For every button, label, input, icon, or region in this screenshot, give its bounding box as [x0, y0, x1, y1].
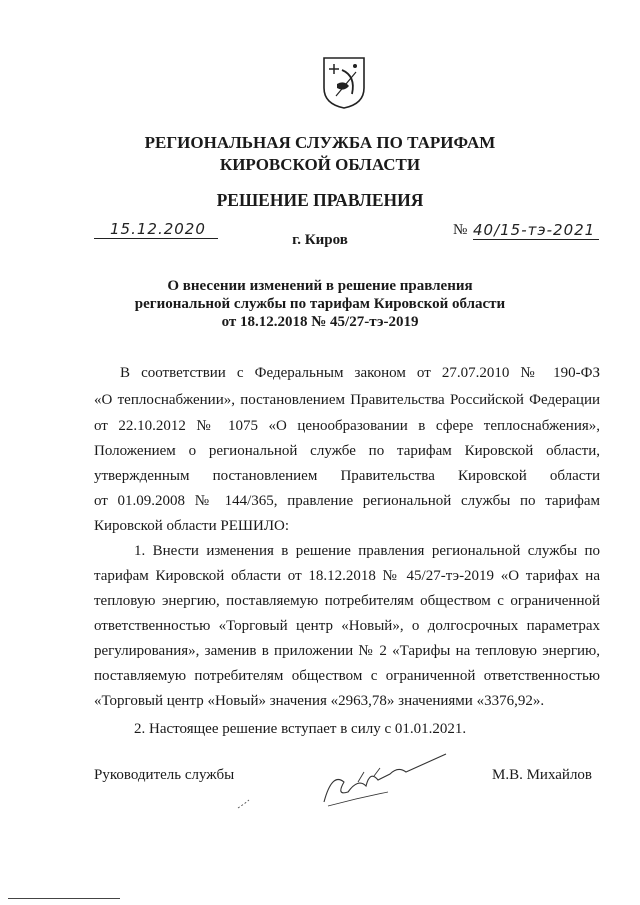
- decision-number-value: 40/15-тэ-2021: [473, 221, 596, 239]
- decision-date-value: 15.12.2020: [110, 220, 206, 238]
- signatory-name: М.В. Михайлов: [492, 767, 593, 783]
- item-1-line-5: регулирования», заменив в приложении № 2 «Тарифы на тепловую энергию,: [94, 643, 600, 659]
- item-1-line-3: тепловую энергию, поставляемую потребителям обществом с ограниченной: [94, 593, 600, 609]
- item-1-line-2: тарифам Кировской области от 18.12.2018 № 45/27-тэ-2019 «О тарифах на: [94, 568, 600, 584]
- subject-line-1: О внесении изменений в решение правления: [167, 278, 473, 294]
- decision-title: РЕШЕНИЕ ПРАВЛЕНИЯ: [216, 190, 424, 210]
- item-1-line-7: «Торговый центр «Новый» значения «2963,78» значениями «3376,92».: [94, 693, 545, 709]
- body-line-5: утвержденным постановлением Правительства Кировской области: [94, 468, 600, 484]
- item-1-line-4: ответственностью «Торговый центр «Новый», о долгосрочных параметрах: [94, 618, 600, 634]
- number-label: №: [453, 222, 468, 238]
- agency-name-line-1: РЕГИОНАЛЬНАЯ СЛУЖБА ПО ТАРИФАМ: [144, 133, 496, 152]
- body-line-7: Кировской области РЕШИЛО:: [94, 518, 290, 534]
- body-line-4: Положением о региональной службе по тарифам Кировской области,: [94, 443, 600, 459]
- body-line-2: «О теплоснабжении», постановлением Правительства Российской Федерации: [94, 392, 600, 408]
- agency-name-line-2: КИРОВСКОЙ ОБЛАСТИ: [219, 155, 421, 174]
- pen-mark: [236, 798, 252, 810]
- item-2: 2. Настоящее решение вступает в силу с 01.01.2021.: [134, 721, 467, 737]
- signatory-position: Руководитель службы: [94, 767, 235, 783]
- subject-line-3: от 18.12.2018 № 45/27-тэ-2019: [221, 314, 419, 330]
- item-1-line-1: 1. Внести изменения в решение правления региональной службы по: [134, 543, 600, 559]
- handwritten-signature: [318, 752, 450, 812]
- footer-rule: [8, 898, 120, 899]
- body-line-6: от 01.09.2008 № 144/365, правление региональной службы по тарифам: [94, 493, 600, 509]
- body-line-1: В соответствии с Федеральным законом от 27.07.2010 № 190-ФЗ: [120, 365, 600, 381]
- item-1-line-6: поставляемую потребителям обществом с ограниченной ответственностью: [94, 668, 600, 684]
- body-line-3: от 22.10.2012 № 1075 «О ценообразовании в сфере теплоснабжения»,: [94, 418, 600, 434]
- coat-of-arms-icon: [322, 56, 366, 110]
- subject-line-2: региональной службы по тарифам Кировской области: [134, 296, 506, 312]
- city: г. Киров: [292, 232, 348, 248]
